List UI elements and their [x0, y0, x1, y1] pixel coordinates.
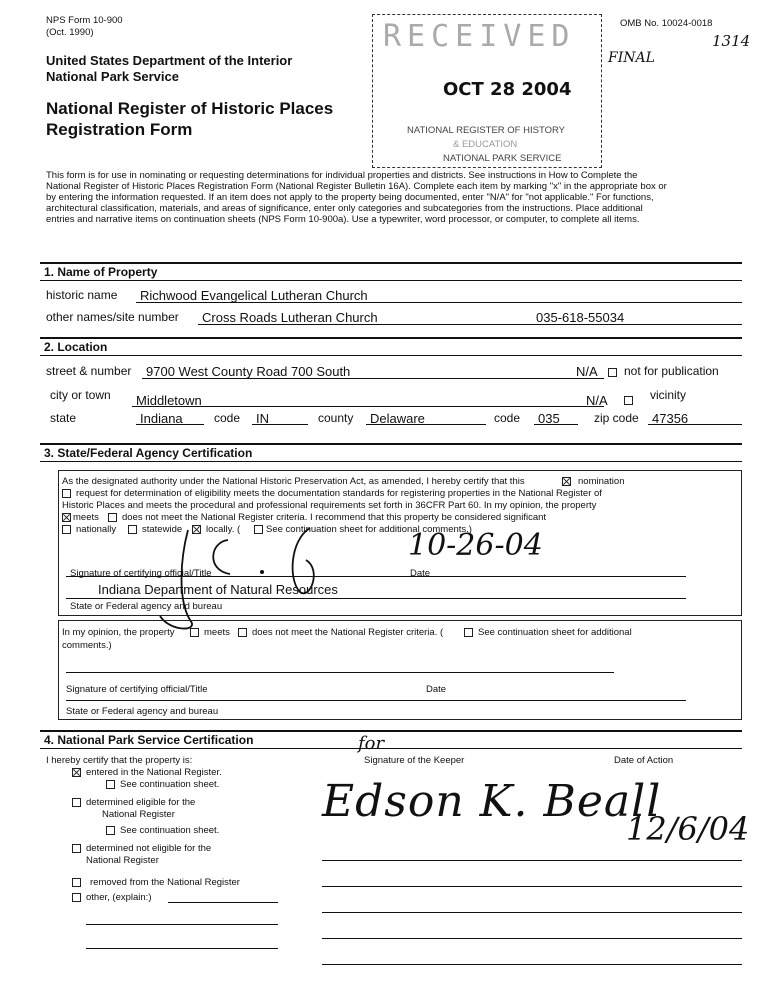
section-divider [40, 748, 742, 749]
other-checkbox[interactable] [72, 893, 81, 902]
eligible-see-cont-checkbox[interactable] [106, 826, 115, 835]
cert-text-line1: As the designated authority under the National Historic Preservation Act, as amended, I hereby certify that this [62, 476, 525, 487]
entered-label: entered in the National Register. [86, 767, 222, 778]
state-field[interactable]: Indiana [140, 411, 183, 426]
section-divider [40, 461, 742, 462]
street-label: street & number [46, 364, 132, 378]
other-label: other, (explain:) [86, 892, 152, 903]
county-code-label: code [494, 411, 521, 425]
county-label: county [318, 411, 354, 425]
not-eligible-label-1: determined not eligible for the [86, 843, 212, 854]
handwritten-number: 1314 [712, 32, 751, 50]
instruction-line: by entering the information requested. If an item does not apply to the property being documented, enter "N/A" for "not applicable." For functions, [46, 192, 654, 203]
agency-line [66, 598, 686, 599]
section-divider [40, 262, 742, 264]
section-divider [40, 280, 742, 281]
zip-label: zip code [594, 411, 639, 425]
zip-field[interactable]: 47356 [652, 411, 689, 426]
eligible-label-2: National Register [102, 809, 175, 820]
see-continuation-label: See continuation sheet for additional comments.) [266, 524, 472, 535]
street-field[interactable]: 9700 West County Road 700 South [146, 364, 351, 379]
nomination-checkbox[interactable] [562, 477, 571, 486]
state-label: state [50, 411, 77, 425]
not-for-publication-label: not for publication [624, 364, 719, 378]
signature-line-2 [66, 700, 686, 701]
form-title-line1: National Register of Historic Places [46, 99, 334, 118]
nationally-checkbox[interactable] [62, 525, 71, 534]
certification-date: 10-26-04 [408, 528, 543, 563]
opinion-does-not-meet-checkbox[interactable] [238, 628, 247, 637]
not-eligible-checkbox[interactable] [72, 844, 81, 853]
removed-label: removed from the National Register [90, 877, 240, 888]
agency-field[interactable]: Indiana Department of Natural Resources [98, 582, 338, 597]
section2-heading: 2. Location [44, 340, 108, 354]
form-number: NPS Form 10-900 [46, 15, 123, 26]
city-field[interactable]: Middletown [136, 393, 202, 408]
county-field[interactable]: Delaware [370, 411, 425, 426]
historic-name-label: historic name [46, 288, 118, 302]
entered-checkbox[interactable] [72, 768, 81, 777]
not-for-publication-checkbox[interactable] [608, 368, 617, 377]
instruction-line: This form is for use in nominating or requesting determinations for individual properties and districts. See instructions in How to Complete the [46, 170, 638, 181]
date-label-2: Date [426, 684, 447, 695]
eligible-checkbox[interactable] [72, 798, 81, 807]
keeper-signature: Edson K. Beall [322, 776, 662, 827]
opinion-comments-line [66, 672, 614, 673]
city-label: city or town [50, 388, 111, 402]
form-date: (Oct. 1990) [46, 27, 94, 38]
other-names-field[interactable]: Cross Roads Lutheran Church [202, 310, 378, 325]
cert-text-line3: Historic Places and meets the procedural and professional requirements set forth in 36CFR Part 60. In my opinion, the property [62, 500, 597, 511]
section3-heading: 3. State/Federal Agency Certification [44, 446, 253, 460]
opinion-see-continuation-checkbox[interactable] [464, 628, 473, 637]
stamp-line1: NATIONAL REGISTER OF HISTORY [407, 125, 566, 136]
opinion-does-not-meet-label: does not meet the National Register criteria. ( [252, 627, 444, 638]
keeper-line [322, 912, 742, 913]
removed-checkbox[interactable] [72, 878, 81, 887]
signature-label-2: Signature of certifying official/Title [66, 684, 208, 695]
handwritten-final: FINAL [608, 50, 655, 66]
site-number-field[interactable]: 035-618-55034 [536, 310, 625, 325]
keeper-line [322, 964, 742, 965]
opinion-text: In my opinion, the property [62, 627, 175, 638]
stamp-date: OCT 28 2004 [443, 79, 572, 100]
vicinity-label: vicinity [650, 388, 687, 402]
stamp-received: RECEIVED [383, 19, 576, 54]
instruction-line: architectural classification, materials, and areas of significance, enter only categories and subcategories from the instructions. Place additional [46, 203, 643, 214]
opinion-meets-label: meets [204, 627, 230, 638]
historic-name-field[interactable]: Richwood Evangelical Lutheran Church [140, 288, 368, 303]
section4-heading: 4. National Park Service Certification [44, 733, 254, 747]
keeper-line [322, 860, 742, 861]
agency-label-2: State or Federal agency and bureau [66, 706, 219, 717]
date-label: Date [410, 568, 431, 579]
section-divider [40, 730, 742, 732]
nomination-label: nomination [578, 476, 625, 487]
other-explain-line [86, 924, 278, 925]
opinion-comments-label: comments.) [62, 640, 112, 651]
city-line [132, 406, 604, 407]
meets-label: meets [73, 512, 99, 523]
other-explain-line [86, 948, 278, 949]
county-code-field[interactable]: 035 [538, 411, 560, 426]
other-names-label: other names/site number [46, 310, 179, 324]
does-not-meet-checkbox[interactable] [108, 513, 117, 522]
received-stamp [372, 14, 602, 168]
eligible-see-cont-label: See continuation sheet. [120, 825, 220, 836]
opinion-meets-checkbox[interactable] [190, 628, 199, 637]
section1-heading: 1. Name of Property [44, 265, 158, 279]
opinion-see-continuation-label: See continuation sheet for additional [478, 627, 632, 638]
not-eligible-label-2: National Register [86, 855, 159, 866]
for-note: for [358, 733, 385, 754]
instructions [46, 170, 726, 225]
entered-see-cont-checkbox[interactable] [106, 780, 115, 789]
section-divider [40, 443, 742, 445]
omb-number: OMB No. 10024-0018 [620, 18, 713, 29]
locally-label: locally. ( [206, 524, 241, 535]
section-divider [40, 355, 742, 356]
dept-line1: United States Department of the Interior [46, 53, 293, 68]
eligible-label-1: determined eligible for the [86, 797, 196, 808]
nationally-label: nationally [76, 524, 117, 535]
does-not-meet-label: does not meet the National Register criteria. I recommend that this property be considered significant [122, 512, 547, 523]
meets-checkbox[interactable] [62, 513, 71, 522]
request-determination-checkbox[interactable] [62, 489, 71, 498]
dept-line2: National Park Service [46, 69, 179, 84]
action-date: 12/6/04 [626, 810, 750, 848]
street-na: N/A [576, 364, 598, 379]
city-na: N/A [586, 393, 608, 408]
cert-text-line2: request for determination of eligibility meets the documentation standards for registering properties in the National Register of [76, 488, 602, 499]
date-of-action-label: Date of Action [614, 755, 674, 766]
instruction-line: National Register of Historic Places Registration Form (National Register Bulletin 16A). Complete each item by marking "x" in the appropriate box or [46, 181, 667, 192]
stamp-line3: NATIONAL PARK SERVICE [443, 153, 562, 164]
stamp-line2: & EDUCATION [453, 139, 518, 150]
other-line [168, 902, 278, 903]
keeper-line [322, 886, 742, 887]
signature-label: Signature of certifying official/Title [70, 568, 212, 579]
section-divider [40, 337, 742, 339]
keeper-signature-label: Signature of the Keeper [364, 755, 465, 766]
statewide-checkbox[interactable] [128, 525, 137, 534]
keeper-line [322, 938, 742, 939]
state-code-label: code [214, 411, 241, 425]
vicinity-checkbox[interactable] [624, 396, 633, 405]
certify-label: I hereby certify that the property is: [46, 755, 193, 766]
agency-label: State or Federal agency and bureau [70, 601, 223, 612]
entered-see-cont-label: See continuation sheet. [120, 779, 220, 790]
instruction-line: entries and narrative items on continuation sheets (NPS Form 10-900a). Use a typewriter, word processor, or computer, to complete all items. [46, 214, 640, 225]
state-code-field[interactable]: IN [256, 411, 269, 426]
statewide-label: statewide [142, 524, 183, 535]
form-title-line2: Registration Form [46, 120, 193, 139]
